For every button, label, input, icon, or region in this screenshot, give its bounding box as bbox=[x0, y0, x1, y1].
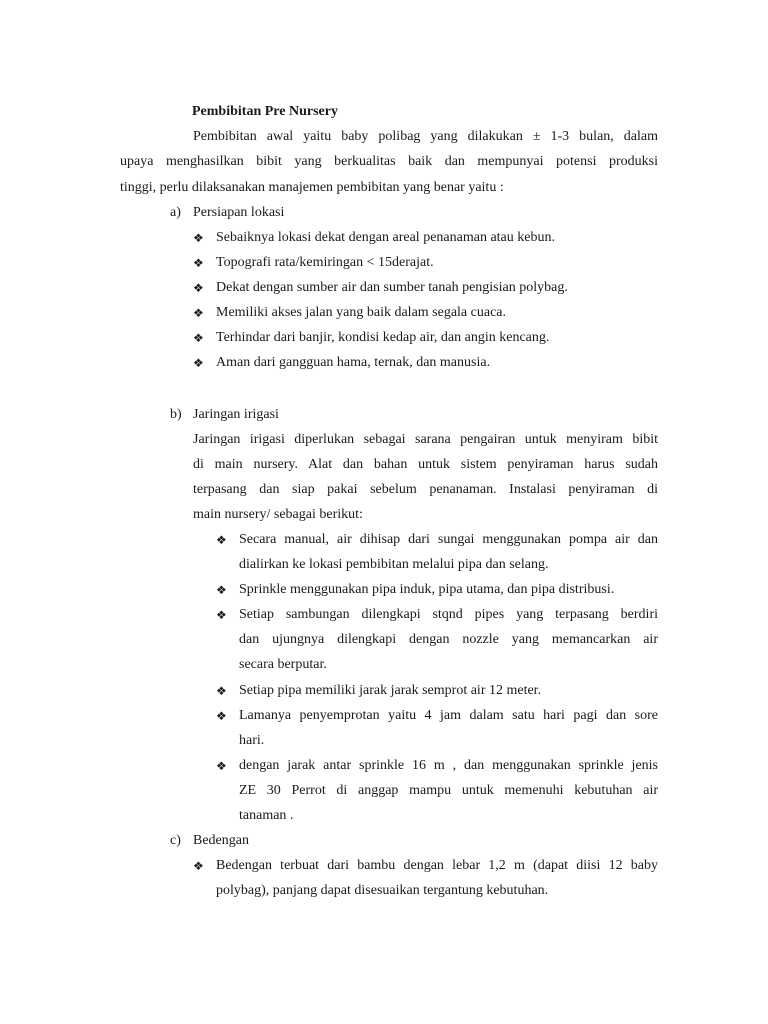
intro-line-3: tinggi, perlu dilaksanakan manajemen pembibitan yang benar yaitu : bbox=[120, 180, 504, 195]
diamond-bullet-icon: ❖ bbox=[193, 306, 204, 320]
list-item-continuation: polybag), panjang dapat disesuaikan tergantung kebutuhan. bbox=[216, 883, 549, 898]
section-b-paragraph-line: Jaringan irigasi diperlukan sebagai sarana pengairan untuk menyiram bibit bbox=[193, 432, 658, 447]
list-item: Memiliki akses jalan yang baik dalam segala cuaca. bbox=[216, 305, 507, 320]
section-b-paragraph-line: di main nursery. Alat dan bahan untuk sistem penyiraman harus sudah bbox=[193, 457, 658, 472]
list-item: Aman dari gangguan hama, ternak, dan manusia. bbox=[216, 355, 491, 370]
section-a-title: Persiapan lokasi bbox=[193, 205, 285, 220]
list-item: Setiap sambungan dilengkapi stqnd pipes yang terpasang berdiri bbox=[239, 607, 658, 622]
list-item: dengan jarak antar sprinkle 16 m , dan menggunakan sprinkle jenis bbox=[239, 758, 658, 773]
list-item-continuation: dan ujungnya dilengkapi dengan nozzle yang memancarkan air bbox=[239, 632, 658, 647]
list-item-continuation: secara berputar. bbox=[239, 657, 327, 672]
diamond-bullet-icon: ❖ bbox=[193, 231, 204, 245]
list-marker-a: a) bbox=[170, 205, 181, 220]
diamond-bullet-icon: ❖ bbox=[193, 356, 204, 370]
list-item-continuation: hari. bbox=[239, 733, 265, 748]
diamond-bullet-icon: ❖ bbox=[193, 256, 204, 270]
list-item: Topografi rata/kemiringan < 15derajat. bbox=[216, 255, 434, 270]
list-item: Terhindar dari banjir, kondisi kedap air, dan angin kencang. bbox=[216, 330, 550, 345]
list-item: Setiap pipa memiliki jarak jarak semprot air 12 meter. bbox=[239, 683, 542, 698]
intro-line-1: Pembibitan awal yaitu baby polibag yang dilakukan ± 1-3 bulan, dalam bbox=[193, 129, 658, 144]
diamond-bullet-icon: ❖ bbox=[193, 281, 204, 295]
diamond-bullet-icon: ❖ bbox=[193, 859, 204, 873]
list-marker-c: c) bbox=[170, 833, 181, 848]
intro-line-2: upaya menghasilkan bibit yang berkualitas baik dan mempunyai potensi produksi bbox=[120, 154, 658, 169]
section-c-title: Bedengan bbox=[193, 833, 249, 848]
list-marker-b: b) bbox=[170, 407, 182, 422]
list-item: Sprinkle menggunakan pipa induk, pipa utama, dan pipa distribusi. bbox=[239, 582, 615, 597]
section-b-title: Jaringan irigasi bbox=[193, 407, 279, 422]
section-heading: Pembibitan Pre Nursery bbox=[192, 104, 338, 119]
list-item-continuation: tanaman . bbox=[239, 808, 294, 823]
diamond-bullet-icon: ❖ bbox=[216, 533, 227, 547]
diamond-bullet-icon: ❖ bbox=[193, 331, 204, 345]
list-item: Dekat dengan sumber air dan sumber tanah pengisian polybag. bbox=[216, 280, 568, 295]
section-b-paragraph-line: terpasang dan siap pakai sebelum penanaman. Instalasi penyiraman di bbox=[193, 482, 658, 497]
list-item-continuation: ZE 30 Perrot di anggap mampu untuk memenuhi kebutuhan air bbox=[239, 783, 658, 798]
list-item-continuation: dialirkan ke lokasi pembibitan melalui pipa dan selang. bbox=[239, 557, 549, 572]
diamond-bullet-icon: ❖ bbox=[216, 759, 227, 773]
diamond-bullet-icon: ❖ bbox=[216, 709, 227, 723]
list-item: Secara manual, air dihisap dari sungai menggunakan pompa air dan bbox=[239, 532, 658, 547]
list-item: Lamanya penyemprotan yaitu 4 jam dalam satu hari pagi dan sore bbox=[239, 708, 658, 723]
diamond-bullet-icon: ❖ bbox=[216, 608, 227, 622]
diamond-bullet-icon: ❖ bbox=[216, 583, 227, 597]
list-item: Bedengan terbuat dari bambu dengan lebar 1,2 m (dapat diisi 12 baby bbox=[216, 858, 658, 873]
section-b-paragraph-line: main nursery/ sebagai berikut: bbox=[193, 507, 363, 522]
diamond-bullet-icon: ❖ bbox=[216, 684, 227, 698]
list-item: Sebaiknya lokasi dekat dengan areal penanaman atau kebun. bbox=[216, 230, 555, 245]
